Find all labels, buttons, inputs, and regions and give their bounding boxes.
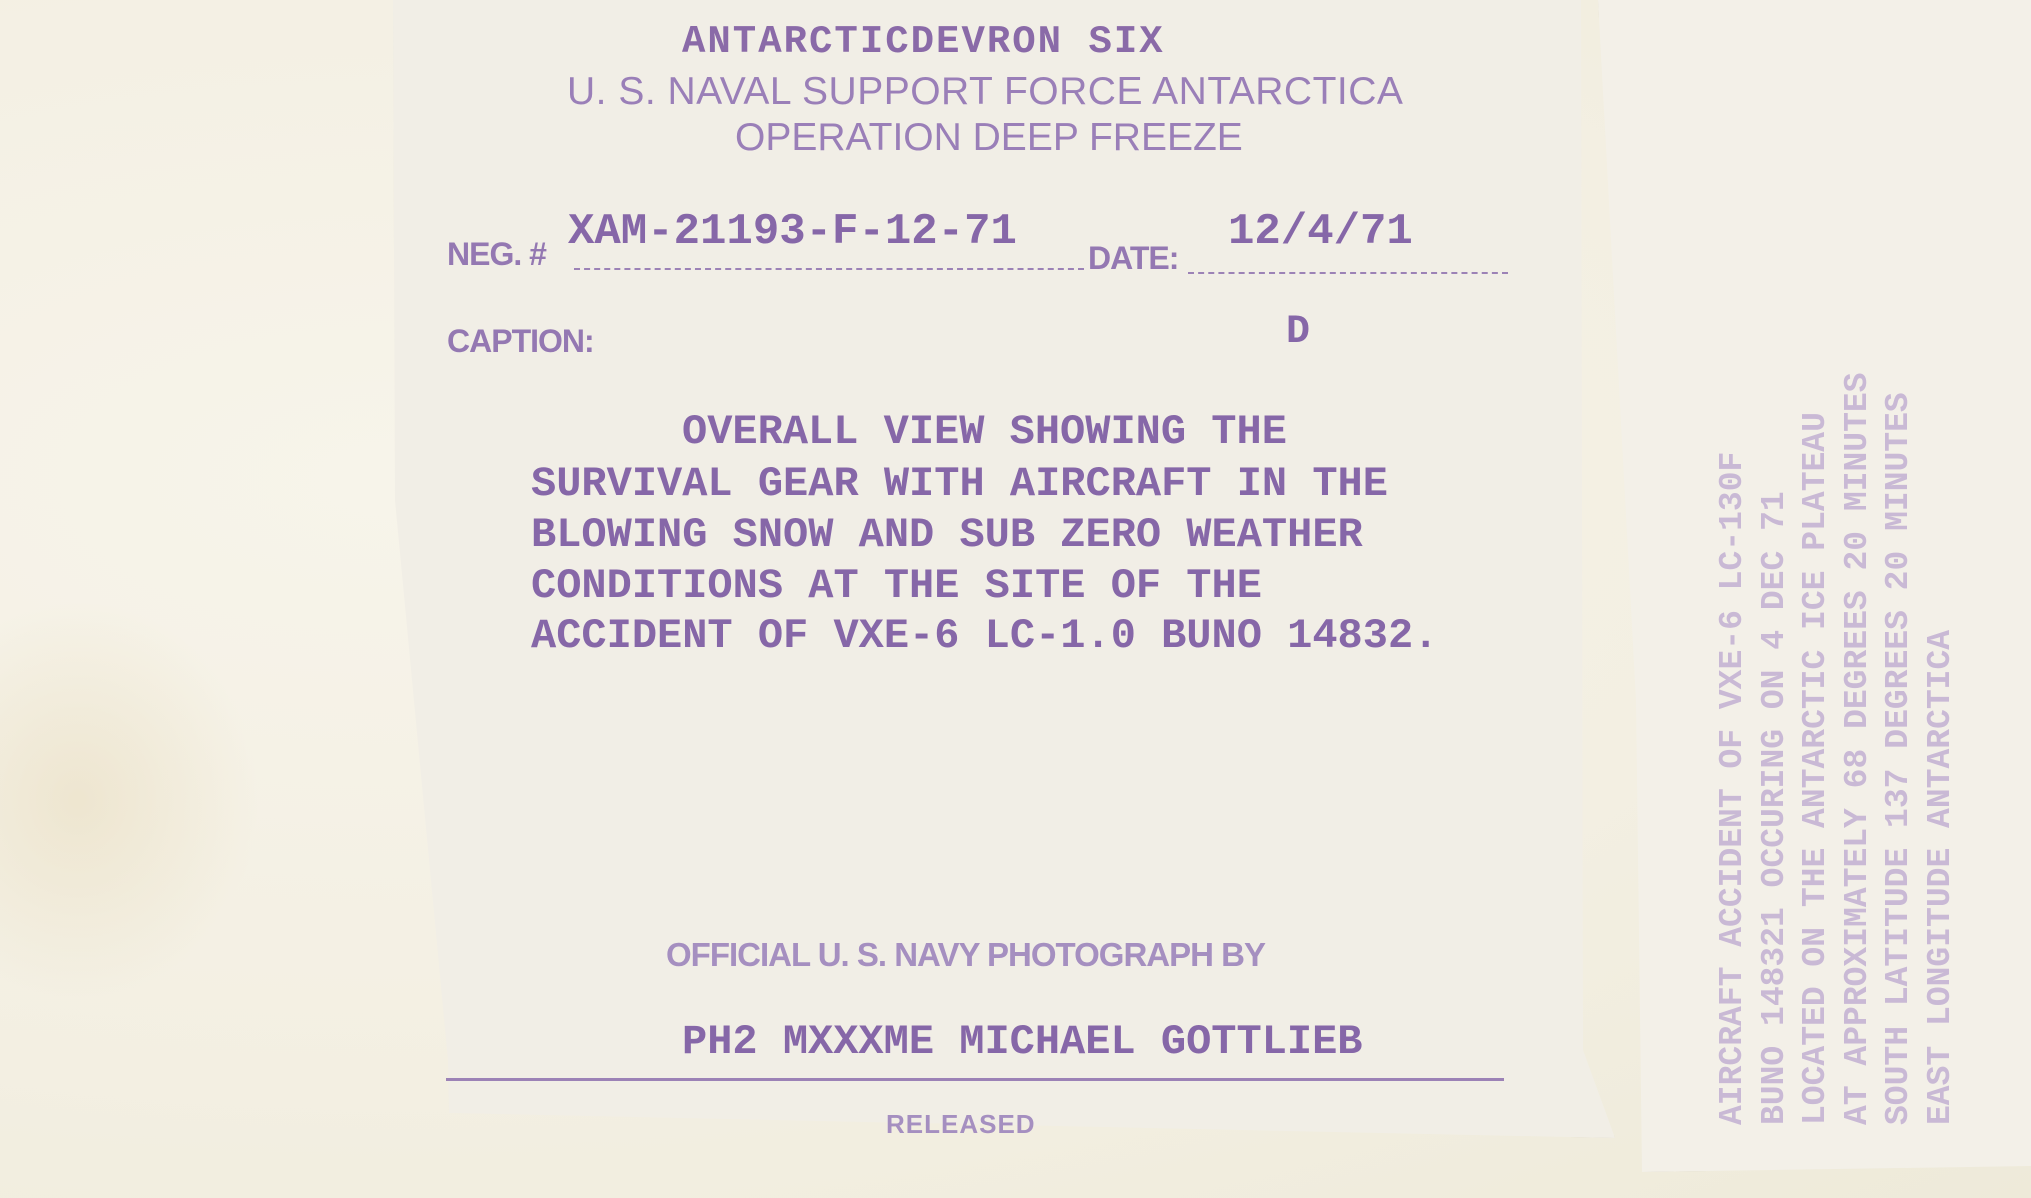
- date-value: 12/4/71: [1228, 207, 1413, 257]
- caption-line: BLOWING SNOW AND SUB ZERO WEATHER: [531, 511, 1363, 559]
- side-caption-line: SOUTH LATITUDE 137 DEGREES 20 MINUTES: [1880, 392, 1917, 1125]
- caption-marker: D: [1286, 310, 1311, 355]
- neg-label: NEG. #: [447, 236, 546, 272]
- caption-line: ACCIDENT OF VXE-6 LC-1.0 BUNO 14832.: [531, 612, 1439, 660]
- caption-label: CAPTION:: [447, 323, 594, 359]
- released-stamp: RELEASED: [886, 1109, 1036, 1139]
- side-caption-text: [1712, 372, 1961, 1125]
- header-operation: OPERATION DEEP FREEZE: [735, 116, 1243, 159]
- side-caption-line: LOCATED ON THE ANTARCTIC ICE PLATEAU: [1797, 412, 1834, 1125]
- date-label: DATE:: [1088, 240, 1179, 276]
- header-command: U. S. NAVAL SUPPORT FORCE ANTARCTICA: [567, 70, 1404, 113]
- side-caption-line: BUNO 148321 OCCURING ON 4 DEC 71: [1755, 491, 1793, 1125]
- caption-line: CONDITIONS AT THE SITE OF THE: [531, 562, 1262, 610]
- date-underline: [1188, 272, 1508, 274]
- credit-rule: [446, 1078, 1504, 1081]
- side-caption-line: AT APPROXIMATELY 68 DEGREES 20 MINUTES: [1838, 372, 1876, 1125]
- credit-label: OFFICIAL U. S. NAVY PHOTOGRAPH BY: [666, 936, 1265, 973]
- neg-number: XAM-21193-F-12-71: [568, 207, 1017, 257]
- neg-underline: [574, 268, 1084, 270]
- photographer-name: PH2 MXXXME MICHAEL GOTTLIEB: [682, 1018, 1363, 1066]
- caption-line: SURVIVAL GEAR WITH AIRCRAFT IN THE: [531, 460, 1388, 508]
- caption-line: OVERALL VIEW SHOWING THE: [682, 408, 1287, 456]
- side-caption-line: AIRCRAFT ACCIDENT OF VXE-6 LC-130F: [1714, 451, 1751, 1125]
- header-unit: ANTARCTICDEVRON SIX: [682, 20, 1165, 64]
- side-caption-line: EAST LONGITUDE ANTARCTICA: [1921, 629, 1959, 1125]
